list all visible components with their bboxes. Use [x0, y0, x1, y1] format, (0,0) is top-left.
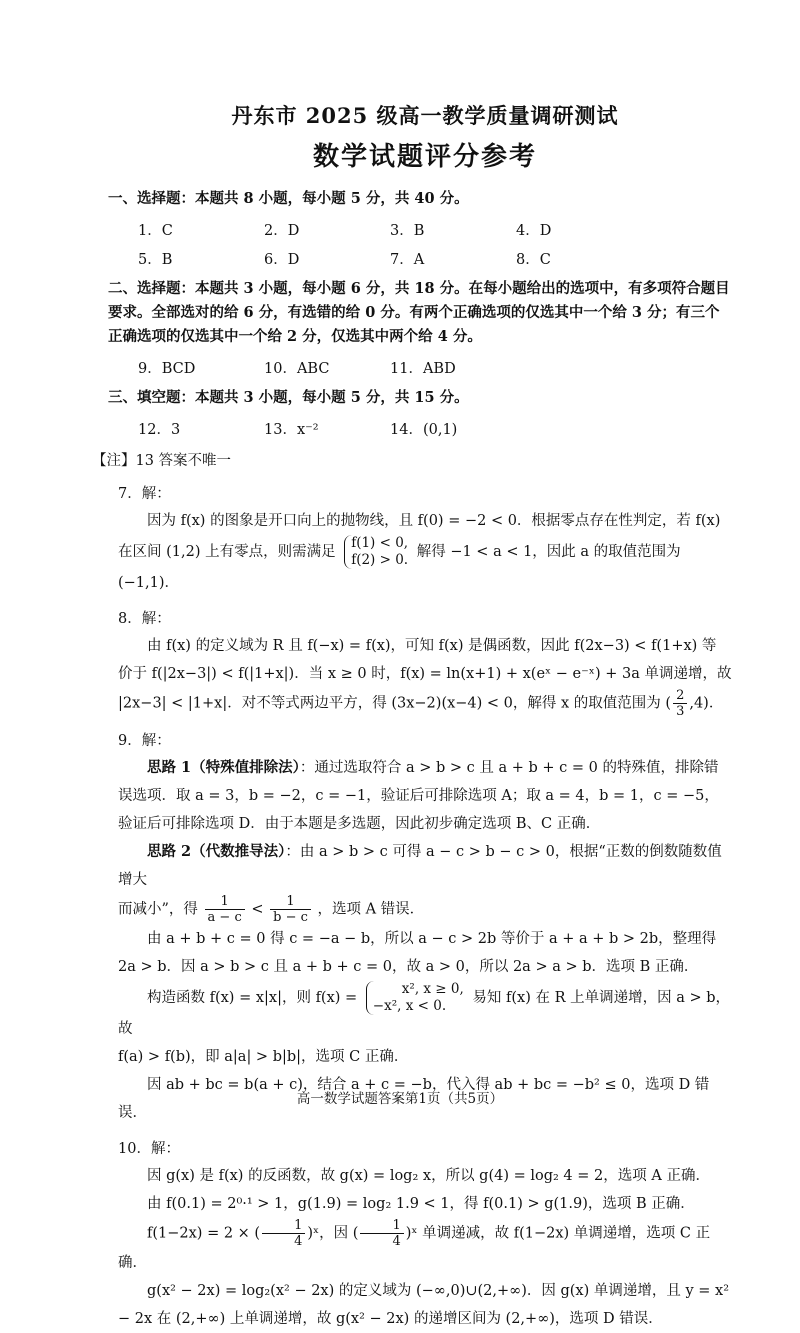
- section2-heading: 二、选择题：本题共 3 小题，每小题 6 分，共 18 分。在每小题给出的选项中，有多项符合题目要求。全部选对的给 6 分，有选错的给 0 分。有两个正确选项的仅选其中一个给 3 分；有三个正确选项的仅选其中一个给 2 分，仅选其中两个给 4 分。: [108, 280, 730, 345]
- q7-condition-1: f(1) < 0,: [351, 535, 409, 551]
- q10-option-b: 由 f(0.1) = 2⁰·¹ > 1，g(1.9) = log₂ 1.9 < 1，得 f(0.1) > g(1.9)，选项 B 正确．: [147, 1196, 695, 1212]
- q9-option-c-line2: f(a) > f(b)，即 a|a| > b|b|，选项 C 正确．: [118, 1049, 409, 1065]
- q10-option-a: 因 g(x) 是 f(x) 的反函数，故 g(x) = log₂ x，所以 g(4) = log₂ 4 = 2，选项 A 正确．: [147, 1168, 710, 1184]
- q9-idea2-text: ：由 a > b > c 可得 a − c > b − c > 0，根据“正数的倒数随数值增大: [118, 844, 722, 888]
- q10-fraction1-num: 1: [262, 1218, 305, 1234]
- q7-text-a: 在区间 (1,2) 上有零点，则需满足: [118, 544, 336, 560]
- exam-title: 丹东市 2025 级高一教学质量调研测试: [231, 103, 619, 128]
- q9-fraction1: [205, 894, 245, 925]
- q9-fraction2-den: b − c: [273, 910, 308, 925]
- q9-fraction2-num: 1: [270, 894, 311, 910]
- q7-heading: 7．解：: [118, 486, 171, 502]
- answer-6: 6．D: [264, 252, 300, 268]
- answer-11: 11．ABD: [390, 361, 456, 377]
- q9-idea1-label: 思路 1（特殊值排除法）: [147, 759, 300, 776]
- q8-text-b: ,4)．: [689, 695, 724, 712]
- q8-paragraph3: [118, 688, 732, 719]
- answer-8: 8．C: [516, 252, 551, 268]
- q10-fraction2-num: 1: [360, 1218, 403, 1234]
- answer-3: 3．B: [390, 223, 425, 239]
- q10-option-c-a: f(1−2x) = 2 × (: [147, 1225, 261, 1242]
- answer-9: 9．BCD: [138, 361, 196, 377]
- q9-piecewise: [366, 981, 464, 1015]
- q9-fraction2: [270, 894, 311, 925]
- answer-14: 14．(0,1): [390, 422, 458, 438]
- q9-idea2-line2-a: 而减小”，得: [118, 901, 198, 918]
- section1-answers-row1: [138, 219, 732, 240]
- section3-answers: [138, 418, 732, 439]
- q7-condition-2: f(2) > 0.: [351, 552, 409, 568]
- q10-option-c-b: )ˣ，因 (: [307, 1225, 359, 1242]
- q8-text-a: |2x−3| < |1+x|．对不等式两边平方，得 (3x−2)(x−4) < 0，解得 x 的取值范围为 (: [118, 695, 672, 712]
- q9-option-c: [118, 981, 732, 1043]
- q9-idea2: [118, 838, 732, 894]
- page-footer: 高一数学试题答案第1页（共5页）: [296, 1091, 504, 1107]
- answer-13: 13．x⁻²: [264, 422, 319, 438]
- q10-fraction2-den: 4: [392, 1234, 401, 1249]
- q9-idea2-label: 思路 2（代数推导法）: [147, 843, 286, 860]
- q9-idea2-line2-b: ，选项 A 错误．: [317, 901, 425, 918]
- q9-idea1: [118, 754, 732, 838]
- q10-option-c: [118, 1218, 732, 1277]
- section3-note: 【注】13 答案不唯一: [92, 453, 232, 469]
- q9-option-b: 由 a + b + c = 0 得 c = −a − b，所以 a − c > 2b 等价于 a + a + b > 2b，整理得 2a > b．因 a > b > c 且 a + b + c = 0，故 a > 0，所以 2a > a > b．选项 B 正确．: [118, 931, 717, 975]
- answer-12: 12．3: [138, 422, 181, 438]
- answer-4: 4．D: [516, 223, 552, 239]
- q10-heading: 10．解：: [118, 1141, 180, 1157]
- q8-fraction-den: 3: [676, 704, 685, 719]
- answer-2: 2．D: [264, 223, 300, 239]
- q8-paragraph1: 由 f(x) 的定义域为 R 且 f(−x) = f(x)，可知 f(x) 是偶函数，因此 f(2x−3) < f(1+x) 等: [147, 638, 717, 654]
- section1-answers-row2: [138, 248, 732, 269]
- q9-option-c-b: 易知 f(x) 在 R 上单调递增，因 a > b，故: [118, 990, 731, 1037]
- q9-fraction1-num: 1: [205, 894, 245, 910]
- q7-condition-system: [344, 535, 408, 569]
- answer-1: 1．C: [138, 223, 173, 239]
- q7-paragraph2: [118, 535, 732, 597]
- q10-fraction1: [262, 1218, 305, 1249]
- document-title: 数学试题评分参考: [312, 142, 537, 172]
- q7-paragraph1: 因为 f(x) 的图象是开口向上的抛物线，且 f(0) = −2 < 0．根据零点存在性判定，若 f(x): [147, 513, 721, 529]
- q9-fraction1-den: a − c: [207, 910, 242, 925]
- q7-text-b: 解得 −1 < a < 1，因此 a 的取值范围为 (−1,1)．: [118, 544, 681, 591]
- q10-option-d: g(x² − 2x) = log₂(x² − 2x) 的定义域为 (−∞,0)∪(2,+∞)．因 g(x) 单调递增，且 y = x² − 2x 在 (2,+∞) 上单调递增，故 g(x² − 2x) 的递增区间为 (2,+∞)，选项 D 错误．: [118, 1283, 730, 1327]
- q10-fraction1-den: 4: [294, 1234, 303, 1249]
- q10-fraction2: [360, 1218, 403, 1249]
- q8-fraction-num: 2: [673, 688, 687, 704]
- section1-heading: 一、选择题：本题共 8 小题，每小题 5 分，共 40 分。: [108, 190, 469, 207]
- q8-paragraph2: 价于 f(|2x−3|) < f(|1+x|)．当 x ≥ 0 时，f(x) = ln(x+1) + x(eˣ − e⁻ˣ) + 3a 单调递增，故: [118, 666, 732, 682]
- q9-idea1-text: ：通过选取符合 a > b > c 且 a + b + c = 0 的特殊值，排除错误选项．取 a = 3，b = −2，c = −1，验证后可排除选项 A；取 a = 4，b = 1，c = −5，验证后可排除选项 D．由于本题是多选题，因此初步确定选项 B、C 正确．: [118, 760, 719, 832]
- q10-option-c-c: )ˣ 单调递减，故 f(1−2x) 单调递增，选项 C 正确．: [118, 1225, 711, 1271]
- q9-idea2-line2: [118, 894, 732, 925]
- answer-5: 5．B: [138, 252, 173, 268]
- q9-fraction-operator: <: [251, 901, 264, 918]
- q8-heading: 8．解：: [118, 611, 171, 627]
- section3-heading: 三、填空题：本题共 3 小题，每小题 5 分，共 15 分。: [108, 389, 469, 406]
- q9-piecewise-2: −x², x < 0.: [372, 998, 447, 1014]
- q9-piecewise-1: x², x ≥ 0,: [401, 981, 464, 997]
- q9-option-d: 因 ab + bc = b(a + c)，结合 a + c = −b，代入得 ab + bc = −b² ≤ 0，选项 D 错误．: [118, 1077, 710, 1121]
- section2-answers: [138, 357, 732, 378]
- q9-heading: 9．解：: [118, 733, 171, 749]
- q9-option-c-a: 构造函数 f(x) = x|x|，则 f(x) =: [147, 990, 358, 1006]
- q8-fraction: [673, 688, 687, 719]
- answer-7: 7．A: [390, 252, 425, 268]
- answer-10: 10．ABC: [264, 361, 330, 377]
